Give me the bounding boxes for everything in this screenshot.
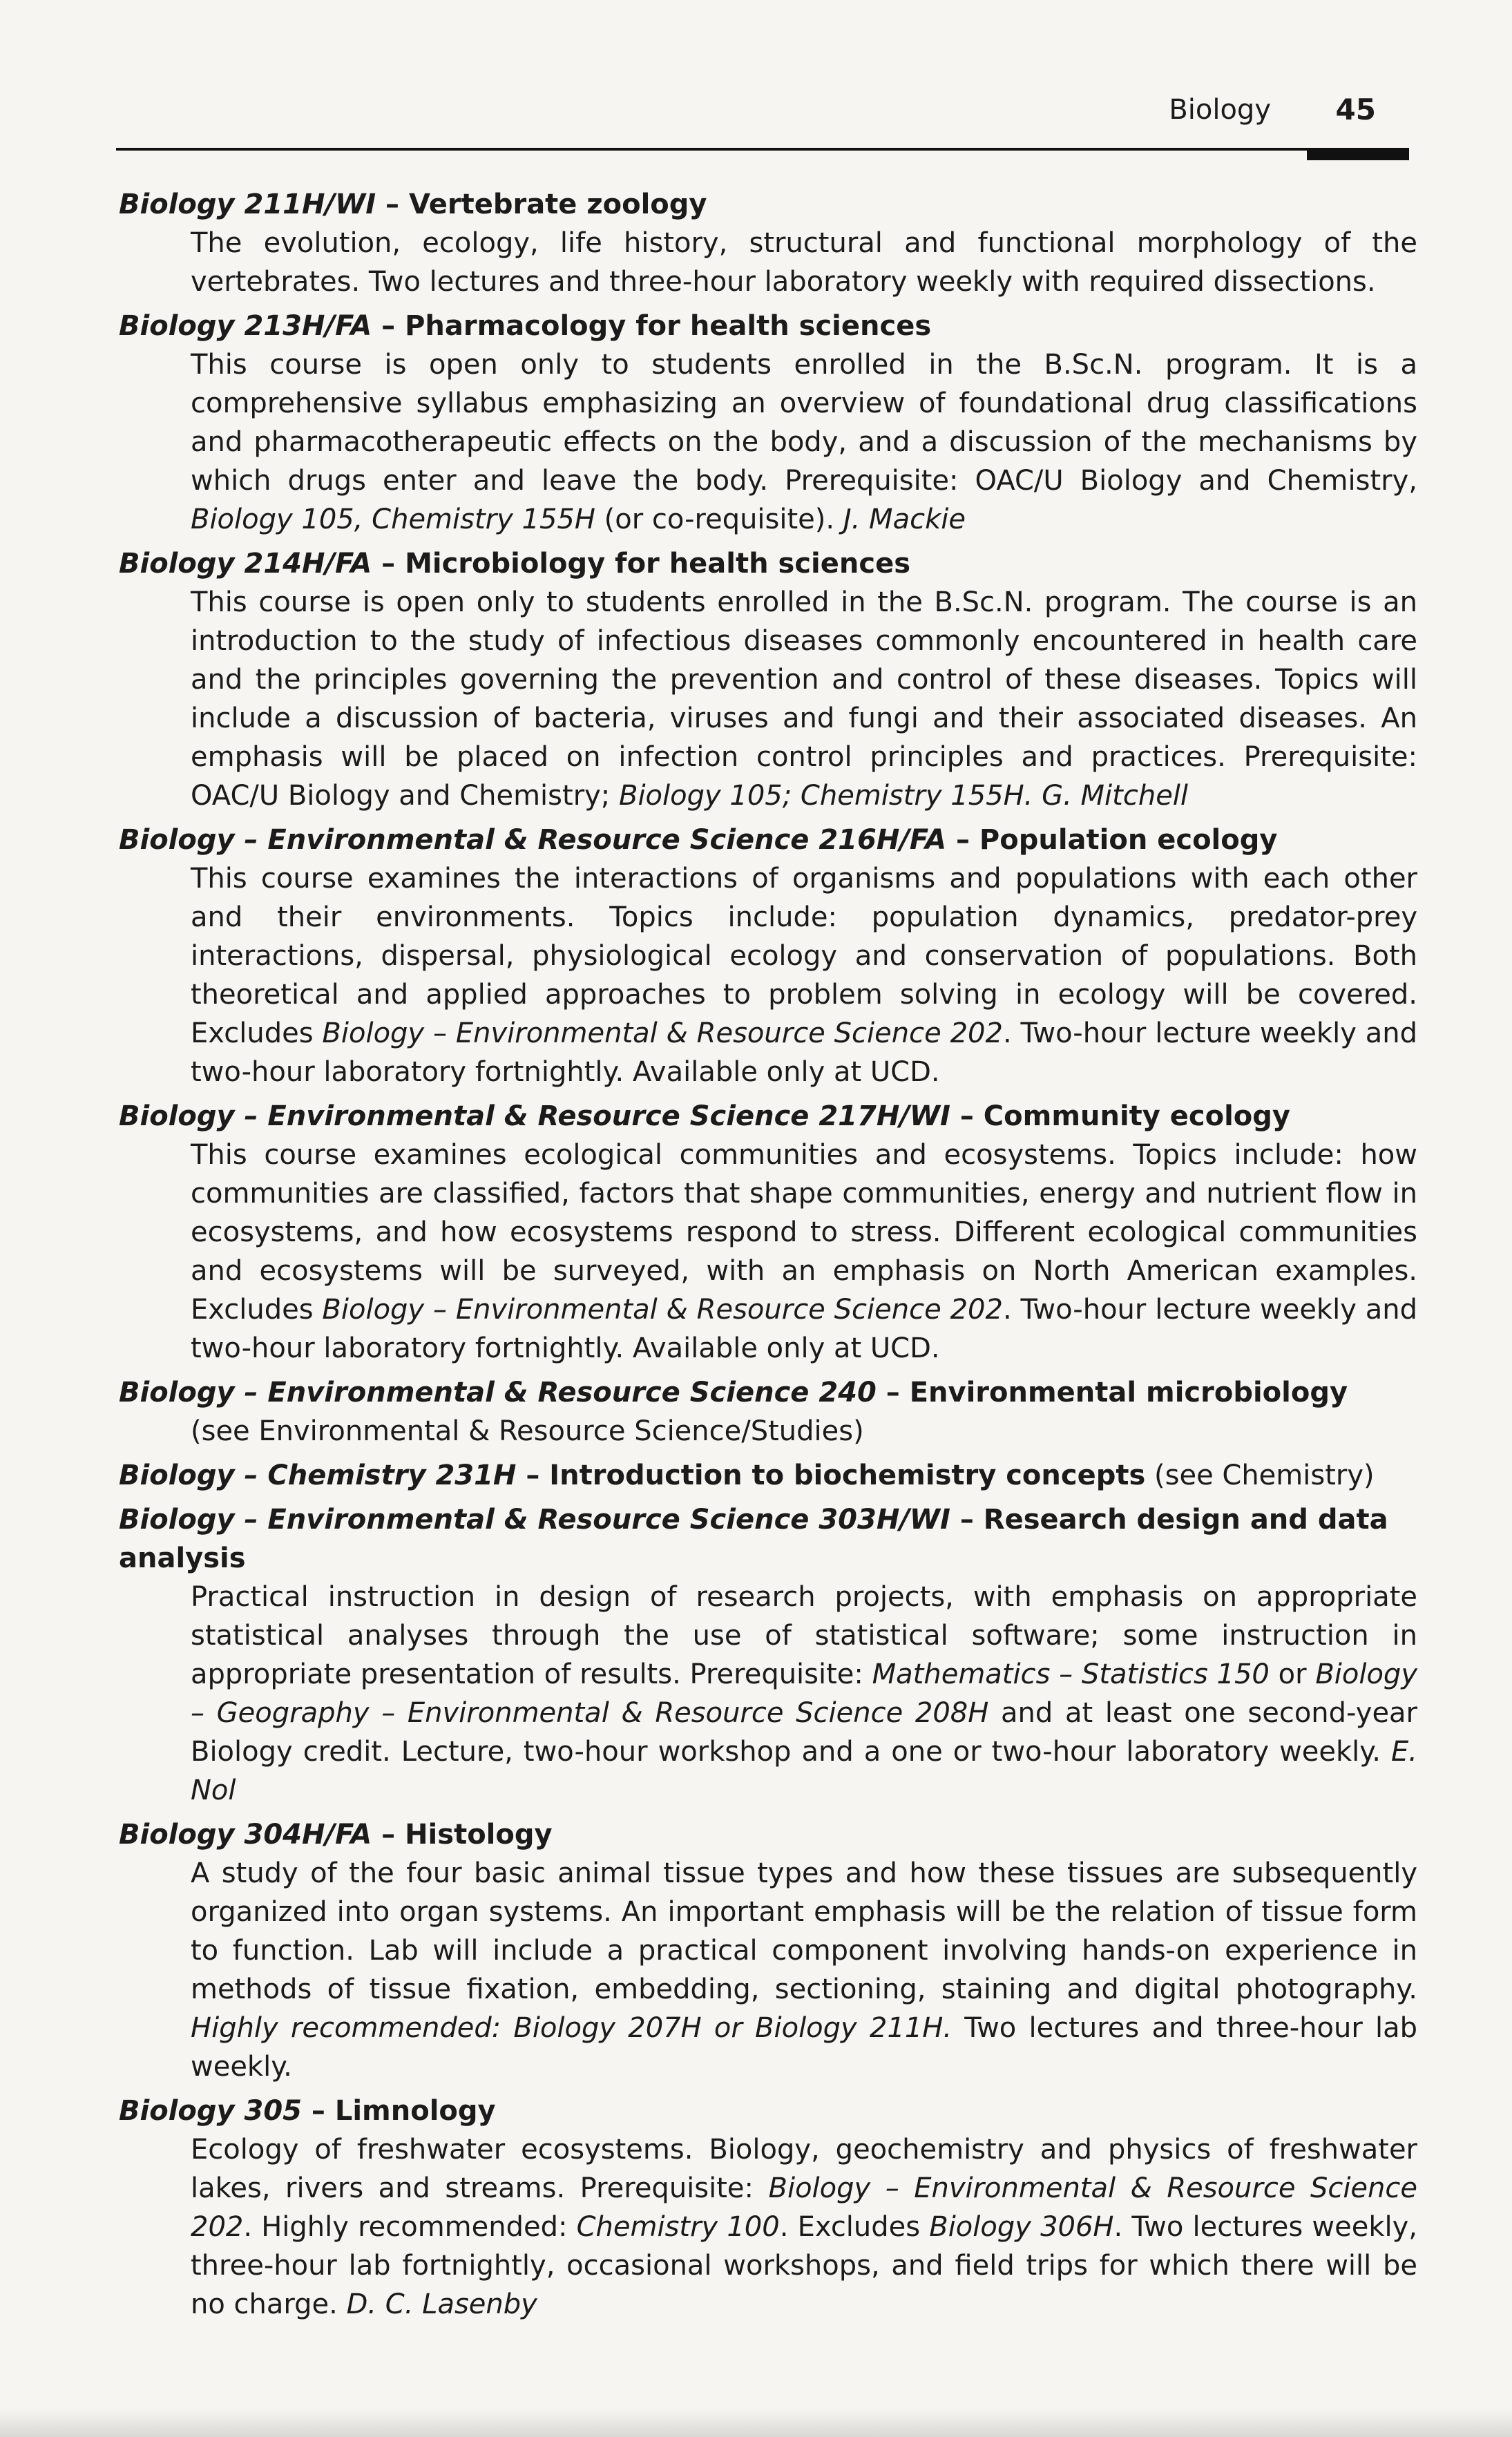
course-code: Biology 211H/WI (119, 189, 376, 220)
course-separator: – (946, 824, 979, 856)
description-text: This course is open only to students enrolled in the B.Sc.N. program. The course is an introduction to the study of infectious diseases commonly encountered in health care and the principles governing the prevention and control of these diseases. Topics will include a discussion of bacteria, viruses and fungi and their associated diseases. An emphasis will be placed on infection control principles and practices. Prerequisite: OAC/U Biology and Chemistry; (191, 586, 1417, 812)
course-entry (119, 185, 1417, 301)
course-description (119, 1412, 1417, 1451)
course-description (119, 345, 1417, 539)
course-title: Limnology (334, 2095, 496, 2127)
course-heading (119, 2092, 1417, 2130)
course-title: Population ecology (979, 824, 1278, 856)
description-text: J. Mackie (843, 504, 966, 535)
course-code: Biology 304H/FA (119, 1819, 372, 1851)
description-text: or (1269, 1659, 1316, 1690)
description-text: . Two-hour lecture weekly and two-hour laboratory fortnightly. Available only at UCD. (191, 1017, 1418, 1088)
description-text: . Excludes (779, 2211, 930, 2243)
description-text: Biology 105; Chemistry 155H. G. Mitchell (619, 780, 1189, 812)
course-code: Biology – Environmental & Resource Science 240 (119, 1377, 877, 1408)
course-title: Microbiology for health sciences (405, 548, 911, 580)
course-heading (119, 821, 1417, 859)
section-title: Biology (1169, 94, 1271, 126)
description-text: This course examines ecological communities and ecosystems. Topics include: how communities are classified, factors that shape communities, energy and nutrient flow in ecosystems, and how ecosystems respond to stress. Different ecological communities and ecosystems will be surveyed, with an emphasis on North American examples. Excludes (191, 1139, 1417, 1326)
course-code: Biology 213H/FA (119, 310, 372, 342)
course-heading (119, 307, 1417, 345)
course-title: Environmental microbiology (909, 1377, 1348, 1408)
course-heading (119, 1373, 1417, 1412)
description-text: D. C. Lasenby (346, 2288, 537, 2320)
course-heading (119, 1456, 1417, 1495)
description-text: Biology 306H (929, 2211, 1114, 2243)
description-text: Mathematics – Statistics 150 (872, 1659, 1270, 1690)
course-heading (119, 185, 1417, 224)
description-text: E. Nol (191, 1736, 1417, 1806)
course-code: Biology – Environmental & Resource Science 303H/WI (119, 1504, 950, 1536)
course-entry (119, 1456, 1417, 1495)
course-separator: – (372, 548, 405, 580)
description-text: Two lectures and three-hour lab weekly. (191, 2012, 1417, 2083)
course-separator: – (950, 1100, 984, 1132)
course-separator: – (302, 2095, 335, 2127)
course-code: Biology – Chemistry 231H (119, 1460, 517, 1491)
course-title: Vertebrate zoology (408, 189, 707, 220)
description-text: Biology – Environmental & Resource Science 202 (322, 1017, 1003, 1049)
course-heading (119, 1500, 1417, 1578)
course-code: Biology – Environmental & Resource Science 216H/FA (119, 824, 947, 856)
course-separator: – (372, 310, 405, 342)
course-entry (119, 2092, 1417, 2324)
description-text: Highly recommended: Biology 207H or Biology 211H. (191, 2012, 953, 2044)
description-text: (or co-requisite). (595, 504, 843, 535)
course-description (119, 1136, 1417, 1368)
description-text: Chemistry 100 (576, 2211, 780, 2243)
course-list (119, 185, 1417, 2329)
course-entry (119, 821, 1417, 1091)
course-separator: – (876, 1377, 910, 1408)
course-entry (119, 1500, 1417, 1810)
course-title: Research design and data analysis (119, 1504, 1388, 1574)
course-description (119, 1854, 1417, 2086)
course-description (119, 1578, 1417, 1810)
course-description (119, 859, 1417, 1091)
description-text: This course examines the interactions of organisms and populations with each other and their environments. Topics include: population dynamics, predator-prey interactions, dispersal, physiological ecology and conservation of populations. Both theoretical and applied approaches to problem solving in ecology will be covered. Excludes (191, 863, 1417, 1049)
page-edge (0, 2409, 1512, 2437)
course-title: Introduction to biochemistry concepts (549, 1460, 1146, 1491)
description-text: This course is open only to students enrolled in the B.Sc.N. program. It is a comprehensive syllabus emphasizing an overview of foundational drug classifications and pharmacotherapeutic effects on the body, and a discussion of the mechanisms by which drugs enter and leave the body. Prerequisite: OAC/U Biology and Chemistry, (191, 349, 1417, 497)
course-entry (119, 307, 1417, 539)
course-title: Community ecology (983, 1100, 1290, 1132)
course-separator: – (516, 1460, 550, 1491)
course-entry (119, 1373, 1417, 1451)
course-code: Biology 214H/FA (119, 548, 372, 580)
course-heading (119, 544, 1417, 583)
course-separator: – (376, 189, 409, 220)
description-text: (see Environmental & Resource Science/Studies) (191, 1415, 864, 1447)
description-text: A study of the four basic animal tissue types and how these tissues are subsequently organized into organ systems. An important emphasis will be the relation of tissue form to function. Lab will include a practical component involving hands-on experience in methods of tissue fixation, embedding, sectioning, staining and digital photography. (191, 1857, 1417, 2005)
header-rule (116, 148, 1409, 151)
course-note: (see Chemistry) (1145, 1460, 1375, 1491)
description-text: Practical instruction in design of research projects, with emphasis on appropriate statistical analyses through the use of statistical software; some instruction in appropriate presentation of results. Prerequisite: (191, 1581, 1417, 1690)
course-separator: – (950, 1504, 984, 1536)
description-text: . Two lectures weekly, three-hour lab fortnightly, occasional workshops, and field trips for which there will be no charge. (191, 2211, 1417, 2320)
course-description (119, 224, 1417, 301)
description-text: . Two-hour lecture weekly and two-hour laboratory fortnightly. Available only at UCD. (191, 1294, 1418, 1364)
description-text: Biology – Geography – Environmental & Resource Science 208H (191, 1659, 1417, 1729)
page-number: 45 (1335, 93, 1376, 126)
course-code: Biology – Environmental & Resource Science 217H/WI (119, 1100, 950, 1132)
description-text: Biology 105, Chemistry 155H (191, 504, 595, 535)
course-description (119, 2130, 1417, 2324)
page-header (116, 90, 1409, 155)
course-heading (119, 1815, 1417, 1854)
header-tab-marker (1307, 148, 1409, 160)
description-text: Biology – Environmental & Resource Science 202 (191, 2172, 1417, 2243)
description-text: Ecology of freshwater ecosystems. Biology, geochemistry and physics of freshwater lakes, rivers and streams. Prerequisite: (191, 2134, 1417, 2204)
course-title: Pharmacology for health sciences (405, 310, 932, 342)
course-title: Histology (405, 1819, 553, 1851)
description-text: The evolution, ecology, life history, structural and functional morphology of the vertebrates. Two lectures and three-hour laboratory weekly with required dissections. (191, 227, 1417, 298)
course-entry (119, 1815, 1417, 2086)
description-text: and at least one second-year Biology credit. Lecture, two-hour workshop and a one or two-hour laboratory weekly. (191, 1697, 1418, 1768)
course-code: Biology 305 (119, 2095, 302, 2127)
description-text: Biology – Environmental & Resource Science 202 (322, 1294, 1003, 1326)
course-description (119, 583, 1417, 815)
course-entry (119, 544, 1417, 815)
course-heading (119, 1097, 1417, 1136)
course-entry (119, 1097, 1417, 1368)
description-text: . Highly recommended: (243, 2211, 577, 2243)
course-separator: – (372, 1819, 405, 1851)
